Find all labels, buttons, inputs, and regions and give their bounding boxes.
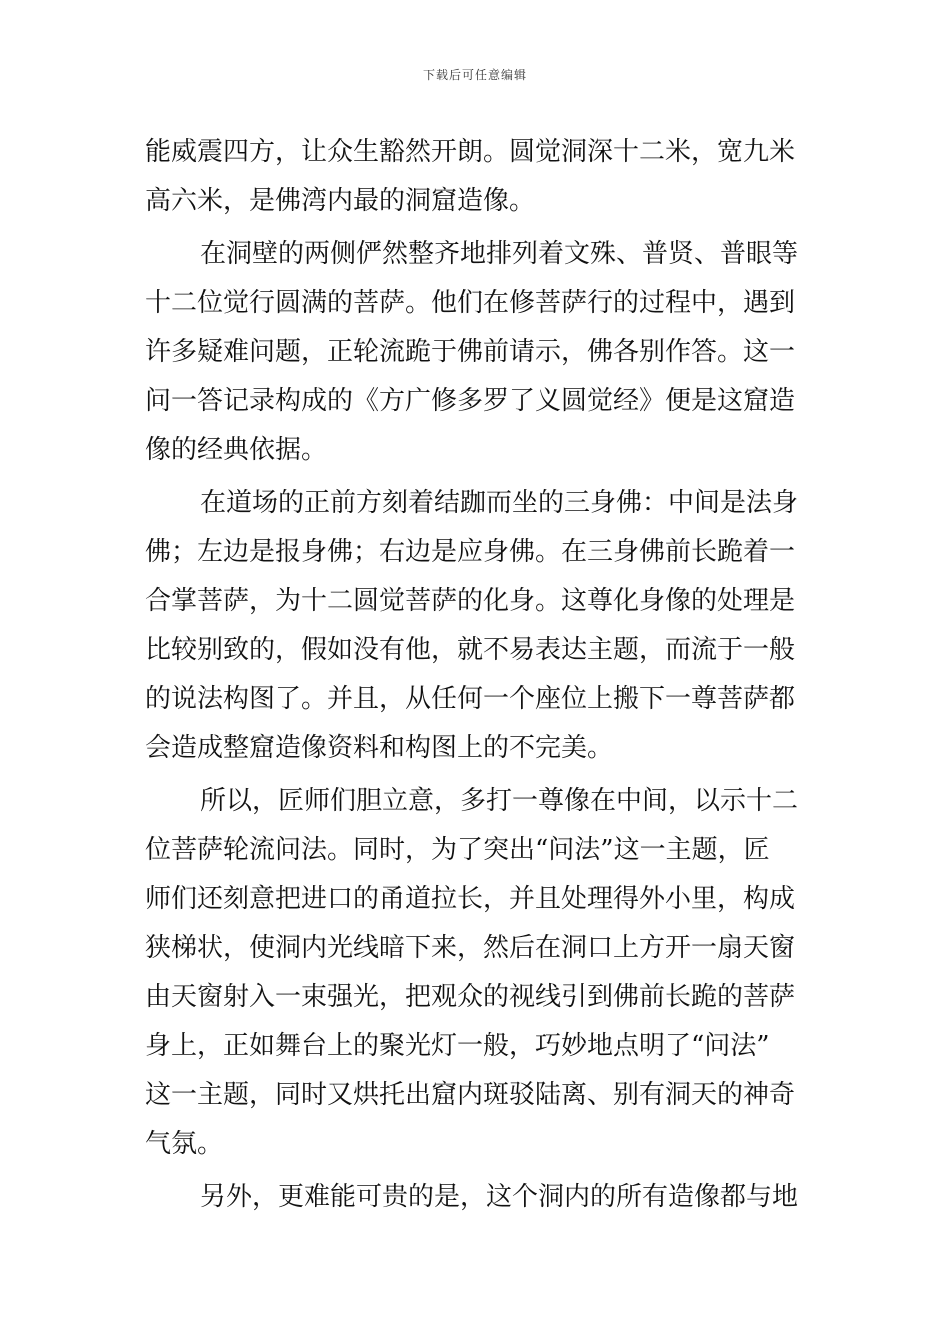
text-line: 十二位觉行圆满的菩萨。他们在修菩萨行的过程中，遇到 <box>145 288 796 318</box>
text-line: 在洞壁的两侧俨然整齐地排列着文殊、普贤、普眼等 <box>200 239 799 269</box>
paragraph <box>145 479 810 773</box>
text-line: 的说法构图了。并且，从任何一个座位上搬下一尊菩萨都 <box>145 684 796 714</box>
page-header-note: 下载后可任意编辑 <box>422 68 527 82</box>
text-line: 合掌菩萨，为十二圆觉菩萨的化身。这尊化身像的处理是 <box>145 586 796 616</box>
text-line: 会造成整窟造像资料和构图上的不完美。 <box>145 733 614 763</box>
text-line: 比较别致的，假如没有他，就不易表达主题，而流于一般 <box>145 635 796 665</box>
document-body <box>145 128 810 1222</box>
text-line: 许多疑难问题，正轮流跪于佛前请示，佛各别作答。这一 <box>145 337 796 367</box>
text-line: 在道场的正前方刻着结跏而坐的三身佛：中间是法身 <box>200 488 799 518</box>
text-line: 另外，更难能可贵的是，这个洞内的所有造像都与地 <box>200 1182 799 1212</box>
text-line: 身上，正如舞台上的聚光灯一般，巧妙地点明了“问法” <box>145 1031 770 1061</box>
text-line: 能威震四方，让众生豁然开朗。圆觉洞深十二米，宽九米 <box>145 137 796 167</box>
text-line: 佛；左边是报身佛；右边是应身佛。在三身佛前长跪着一 <box>145 537 796 567</box>
text-line: 狭梯状，使洞内光线暗下来，然后在洞口上方开一扇天窗 <box>145 933 796 963</box>
text-line: 问一答记录构成的《方广修多罗了义圆觉经》便是这窟造 <box>145 386 796 416</box>
text-line: 师们还刻意把进口的甬道拉长，并且处理得外小里，构成 <box>145 884 796 914</box>
paragraph <box>145 128 810 226</box>
text-line: 这一主题，同时又烘托出窟内斑驳陆离、别有洞天的神奇 <box>145 1080 796 1110</box>
paragraph <box>145 777 810 1169</box>
paragraph <box>145 1173 810 1222</box>
text-line: 位菩萨轮流问法。同时，为了突出“问法”这一主题，匠 <box>145 835 770 865</box>
paragraph <box>145 230 810 475</box>
text-line: 像的经典依据。 <box>145 435 328 465</box>
text-line: 由天窗射入一束强光，把观众的视线引到佛前长跪的菩萨 <box>145 982 796 1012</box>
text-line: 所以，匠师们胆立意，多打一尊像在中间，以示十二 <box>200 786 799 816</box>
text-line: 高六米，是佛湾内最的洞窟造像。 <box>145 186 536 216</box>
text-line: 气氛。 <box>145 1129 224 1159</box>
